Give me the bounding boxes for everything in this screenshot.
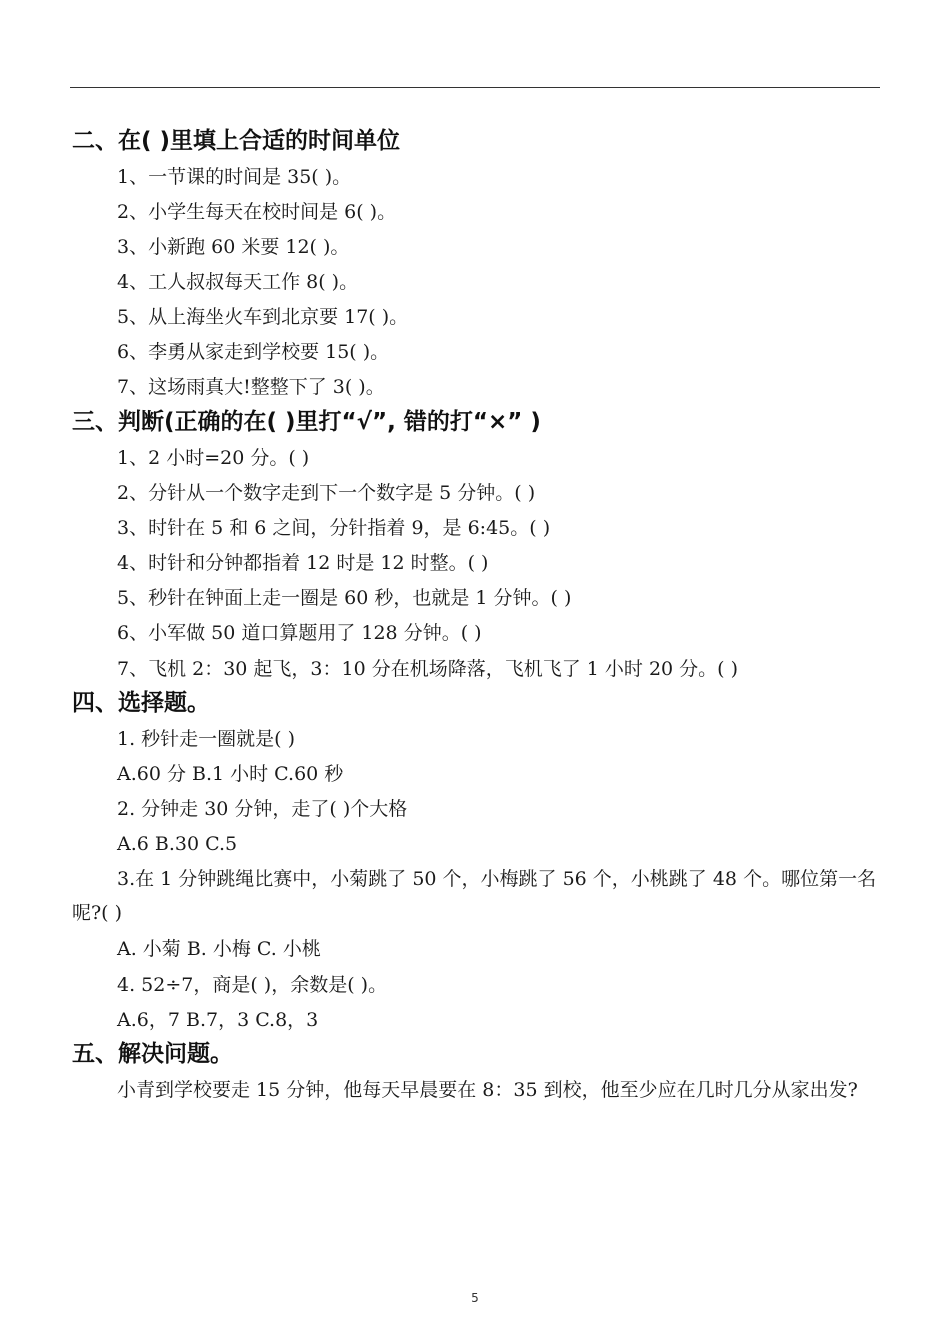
question-3-5: 5、秒针在钟面上走一圈是 60 秒，也就是 1 分钟。( ): [117, 587, 572, 609]
choice-question-1: 1. 秒针走一圈就是( ): [117, 728, 296, 750]
section-title-2: 二、在( )里填上合适的时间单位: [72, 128, 401, 154]
choice-options-2: A.6 B.30 C.5: [117, 833, 238, 855]
section-title-3: 三、判断(正确的在( )里打“√”, 错的打“×” ): [72, 409, 541, 435]
question-3-6: 6、小军做 50 道口算题用了 128 分钟。( ): [117, 622, 482, 644]
question-2-1: 1、一节课的时间是 35( )。: [117, 166, 352, 188]
choice-options-1: A.60 分 B.1 小时 C.60 秒: [117, 763, 344, 785]
choice-question-2: 2. 分钟走 30 分钟，走了( )个大格: [117, 798, 408, 820]
section-title-4: 四、选择题。: [72, 690, 210, 716]
question-3-1: 1、2 小时=20 分。( ): [117, 447, 310, 469]
question-2-6: 6、李勇从家走到学校要 15( )。: [117, 341, 390, 363]
page-number: 5: [471, 1291, 479, 1305]
choice-question-3: 3.在 1 分钟跳绳比赛中，小菊跳了 50 个，小梅跳了 56 个，小桃跳了 48 个。哪位第一名呢?( ): [72, 868, 877, 924]
question-3-4: 4、时针和分钟都指着 12 时是 12 时整。( ): [117, 552, 489, 574]
question-2-7: 7、这场雨真大!整整下了 3( )。: [117, 376, 385, 398]
top-rule: [70, 87, 880, 88]
choice-options-4: A.6，7 B.7，3 C.8，3: [117, 1009, 319, 1031]
choice-question-4: 4. 52÷7，商是( )，余数是( )。: [117, 974, 388, 996]
question-2-3: 3、小新跑 60 米要 12( )。: [117, 236, 350, 258]
question-3-3: 3、时针在 5 和 6 之间，分针指着 9，是 6:45。( ): [117, 517, 551, 539]
question-3-7: 7、飞机 2：30 起飞，3：10 分在机场降落，飞机飞了 1 小时 20 分。( ): [117, 658, 739, 680]
question-2-2: 2、小学生每天在校时间是 6( )。: [117, 201, 397, 223]
word-problem: 小青到学校要走 15 分钟，他每天早晨要在 8：35 到校，他至少应在几时几分从家出发?: [117, 1079, 858, 1101]
question-2-5: 5、从上海坐火车到北京要 17( )。: [117, 306, 409, 328]
question-2-4: 4、工人叔叔每天工作 8( )。: [117, 271, 359, 293]
question-3-2: 2、分针从一个数字走到下一个数字是 5 分钟。( ): [117, 482, 536, 504]
choice-options-3: A. 小菊 B. 小梅 C. 小桃: [117, 938, 321, 960]
section-title-5: 五、解决问题。: [72, 1041, 233, 1067]
